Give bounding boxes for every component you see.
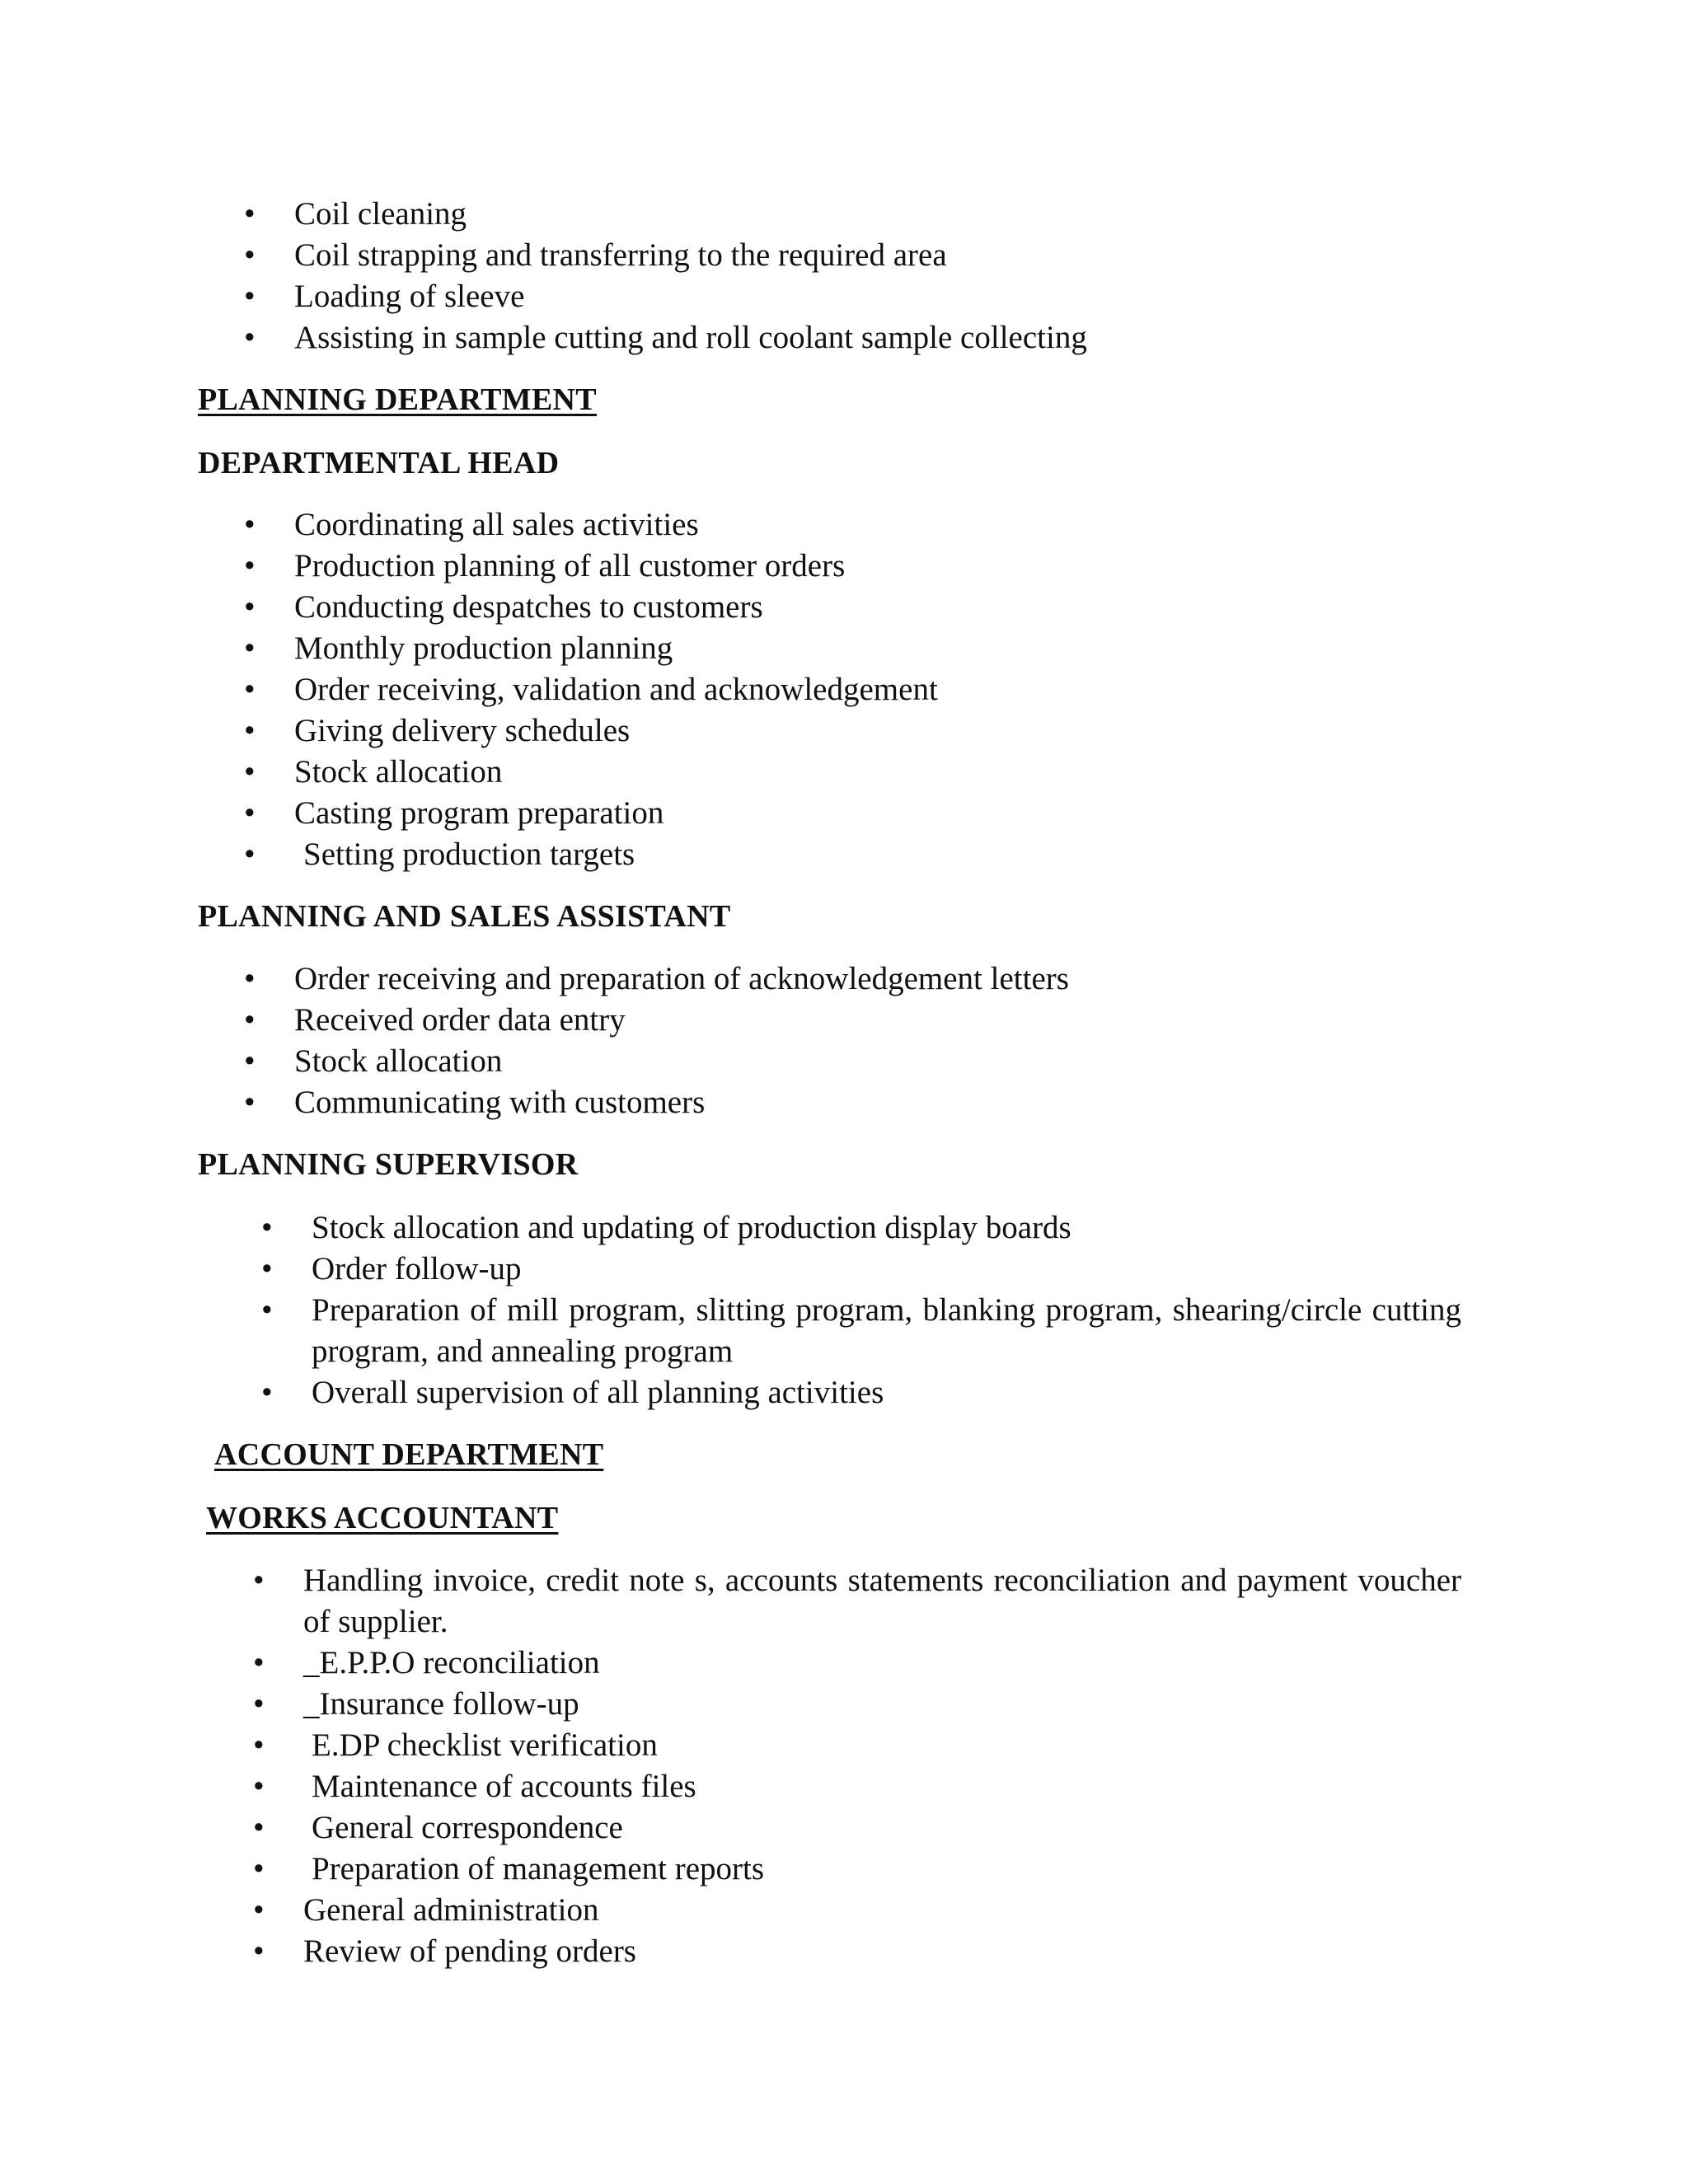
list-item: Maintenance of accounts files — [312, 1769, 696, 1804]
bullet-icon: • — [253, 1727, 265, 1763]
bullet-icon: • — [244, 754, 256, 790]
list-item: Casting program preparation — [294, 795, 664, 831]
bullet-icon: • — [244, 1043, 256, 1079]
bullet-icon: • — [244, 1085, 256, 1120]
list-item: Review of pending orders — [303, 1933, 636, 1969]
list-item: Received order data entry — [294, 1002, 626, 1038]
list-item: Production planning of all customer orders — [294, 548, 846, 583]
bullet-icon: • — [253, 1933, 265, 1969]
bullet-icon: • — [244, 961, 256, 996]
bullet-icon: • — [261, 1375, 273, 1410]
list-item: Stock allocation and updating of production display boards — [312, 1210, 1071, 1245]
bullet-icon: • — [261, 1210, 273, 1245]
list-item: Preparation of management reports — [312, 1851, 765, 1886]
list-item: Monthly production planning — [294, 630, 673, 666]
list-item: Handling invoice, credit note s, accounts statements reconciliation and payment voucher of supplier. — [303, 1563, 1461, 1639]
bullet-icon: • — [244, 320, 256, 355]
bullet-icon: • — [244, 630, 256, 666]
list-item: Coordinating all sales activities — [294, 507, 699, 542]
list-item: _E.P.P.O reconciliation — [303, 1645, 600, 1680]
list-item: Order receiving, validation and acknowledgement — [294, 672, 938, 707]
list-item: General administration — [303, 1892, 599, 1928]
list-item: Order follow-up — [312, 1251, 522, 1286]
list-item: Setting production targets — [303, 837, 635, 872]
list-item: Order receiving and preparation of acknowledgement letters — [294, 961, 1069, 996]
bullet-icon: • — [253, 1851, 265, 1886]
bullet-icon: • — [244, 548, 256, 583]
bullet-icon: • — [244, 589, 256, 625]
section-heading-planning-department: PLANNING DEPARTMENT — [198, 382, 597, 417]
list-item: Overall supervision of all planning activities — [312, 1375, 884, 1410]
bullet-icon: • — [261, 1292, 273, 1328]
bullet-icon: • — [253, 1563, 265, 1598]
list-item: Assisting in sample cutting and roll coolant sample collecting — [294, 320, 1087, 355]
list-item: General correspondence — [312, 1810, 623, 1845]
bullet-icon: • — [244, 507, 256, 542]
list-item: Communicating with customers — [294, 1085, 706, 1120]
subheading-departmental-head: DEPARTMENTAL HEAD — [198, 446, 560, 480]
subheading-planning-supervisor: PLANNING SUPERVISOR — [198, 1147, 579, 1182]
subheading-planning-and-sales-assistant: PLANNING AND SALES ASSISTANT — [198, 899, 731, 934]
bullet-icon: • — [253, 1810, 265, 1845]
list-item: E.DP checklist verification — [312, 1727, 658, 1763]
list-item: Coil cleaning — [294, 196, 467, 232]
list-item: Loading of sleeve — [294, 279, 525, 314]
section-heading-account-department: ACCOUNT DEPARTMENT — [214, 1437, 604, 1472]
bullet-icon: • — [244, 237, 256, 273]
bullet-icon: • — [261, 1251, 273, 1286]
list-item: Conducting despatches to customers — [294, 589, 763, 625]
bullet-icon: • — [253, 1769, 265, 1804]
subheading-works-accountant: WORKS ACCOUNTANT — [206, 1501, 559, 1535]
list-item: Coil strapping and transferring to the required area — [294, 237, 947, 273]
bullet-icon: • — [253, 1892, 265, 1928]
bullet-icon: • — [253, 1686, 265, 1722]
bullet-icon: • — [244, 279, 256, 314]
bullet-icon: • — [244, 837, 256, 872]
bullet-icon: • — [244, 1002, 256, 1038]
bullet-icon: • — [244, 672, 256, 707]
list-item: Giving delivery schedules — [294, 713, 631, 748]
bullet-icon: • — [244, 795, 256, 831]
list-item: Stock allocation — [294, 1043, 503, 1079]
bullet-icon: • — [244, 196, 256, 232]
bullet-icon: • — [244, 713, 256, 748]
list-item: Stock allocation — [294, 754, 503, 790]
list-item: _Insurance follow-up — [303, 1686, 579, 1722]
list-item: Preparation of mill program, slitting program, blanking program, shearing/circle cutting program, and annealing program — [312, 1292, 1461, 1369]
bullet-icon: • — [253, 1645, 265, 1680]
